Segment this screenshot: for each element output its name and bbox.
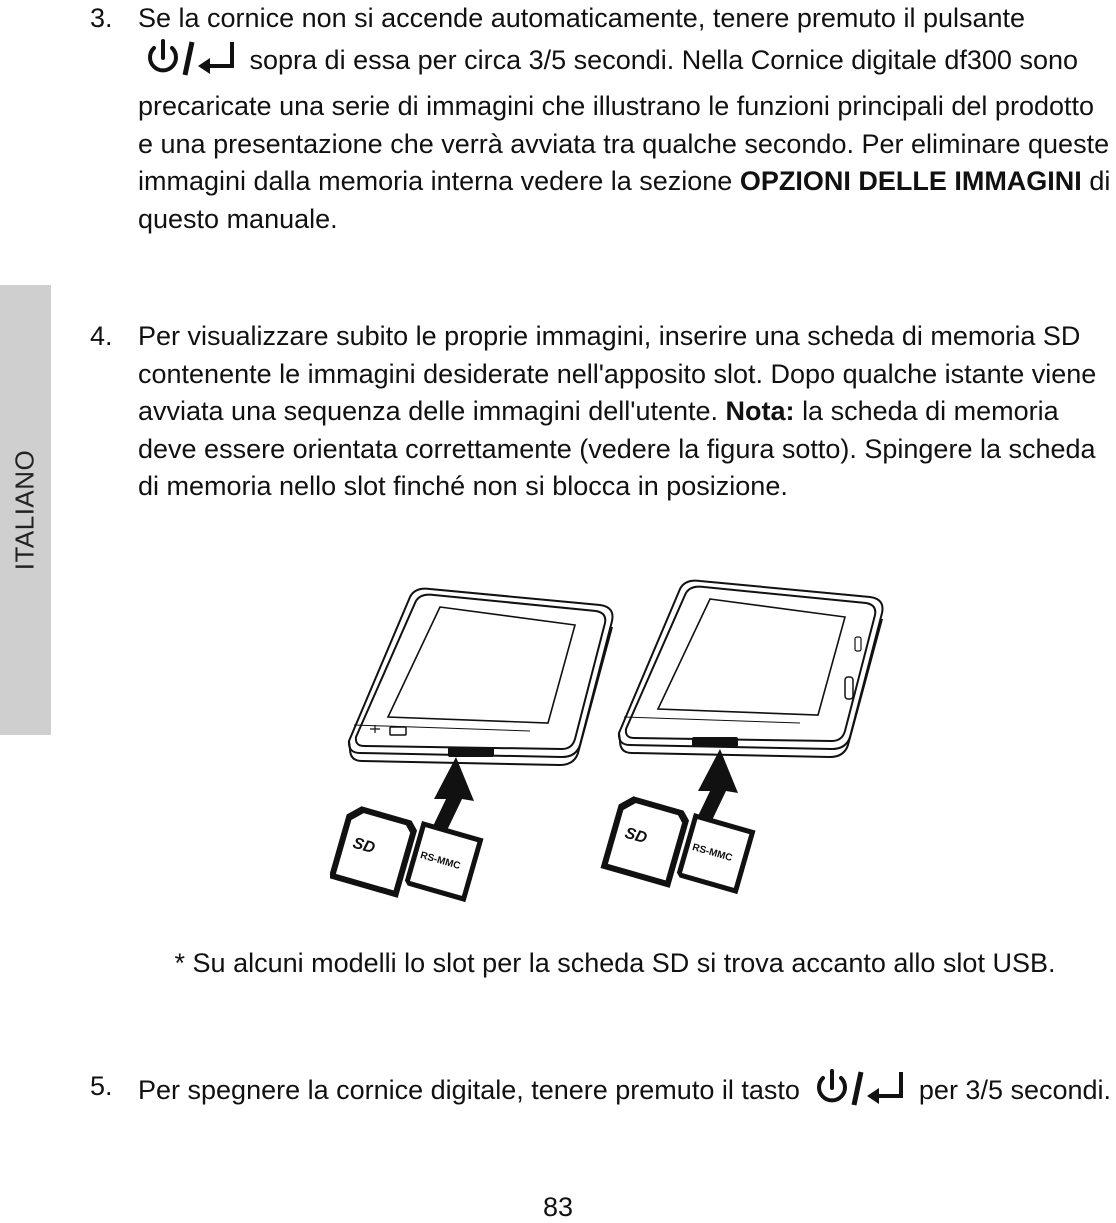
- sd-card-insertion-figure: [330, 575, 910, 920]
- footnote: * Su alcuni modelli lo slot per la scheda SD si trova accanto allo slot USB.: [174, 948, 1056, 978]
- svg-text:RS-MMC: RS-MMC: [690, 842, 734, 865]
- svg-text:SD: SD: [350, 834, 377, 858]
- svg-text:SD: SD: [622, 824, 649, 848]
- section-reference: OPZIONI DELLE IMMAGINI: [739, 166, 1082, 196]
- language-label: ITALIANO: [9, 449, 40, 571]
- photo-frame-right: [619, 581, 883, 757]
- step-text-continued: sopra di essa per circa 3/5 secondi. Nella Cornice digitale df300 sono precaricate una serie di immagini che illustrano le funzioni principali del prodotto e una presentazione che verrà avviata tra qualche secondo. Per eliminare queste immagini dalla memoria interna vedere la sezione: [138, 44, 1110, 196]
- step-text: Per visualizzare subito le proprie immagini, inserire una scheda di memoria SD contenente le immagini desiderate nell'apposito slot. Dopo qualche istante viene avviata una sequenza delle immagini dell'utente.: [138, 321, 1097, 426]
- step-text-continued: per 3/5 secondi.: [918, 1075, 1112, 1105]
- step-4: [90, 318, 1115, 506]
- step-text-end: di questo manuale.: [138, 166, 1111, 234]
- note-label: Nota:: [725, 396, 795, 426]
- power-enter-icon: [811, 1068, 907, 1119]
- step-text: Se la cornice non si accende automaticamente, tenere premuto il pulsante: [138, 3, 1026, 33]
- rsmmc-card-icon-right: [676, 813, 756, 894]
- step-text: Per spegnere la cornice digitale, tenere premuto il tasto: [138, 1075, 800, 1105]
- step-text-continued: la scheda di memoria deve essere orientata correttamente (vedere la figura sotto). Spingere la scheda di memoria nello slot finché non si blocca in posizione.: [138, 396, 1096, 501]
- sd-card-icon-left: [330, 803, 419, 898]
- step-5: [90, 1068, 1115, 1119]
- sd-slot: [692, 737, 738, 747]
- step-number: 4.: [90, 321, 113, 351]
- photo-frame-left: [349, 589, 613, 765]
- sd-slot: [448, 747, 494, 757]
- step-3: [90, 0, 1115, 238]
- step-number: 5.: [90, 1071, 113, 1101]
- svg-text:RS-MMC: RS-MMC: [418, 850, 462, 873]
- step-number: 3.: [90, 3, 113, 33]
- power-enter-icon: [142, 38, 238, 89]
- page-number: 83: [542, 1192, 574, 1222]
